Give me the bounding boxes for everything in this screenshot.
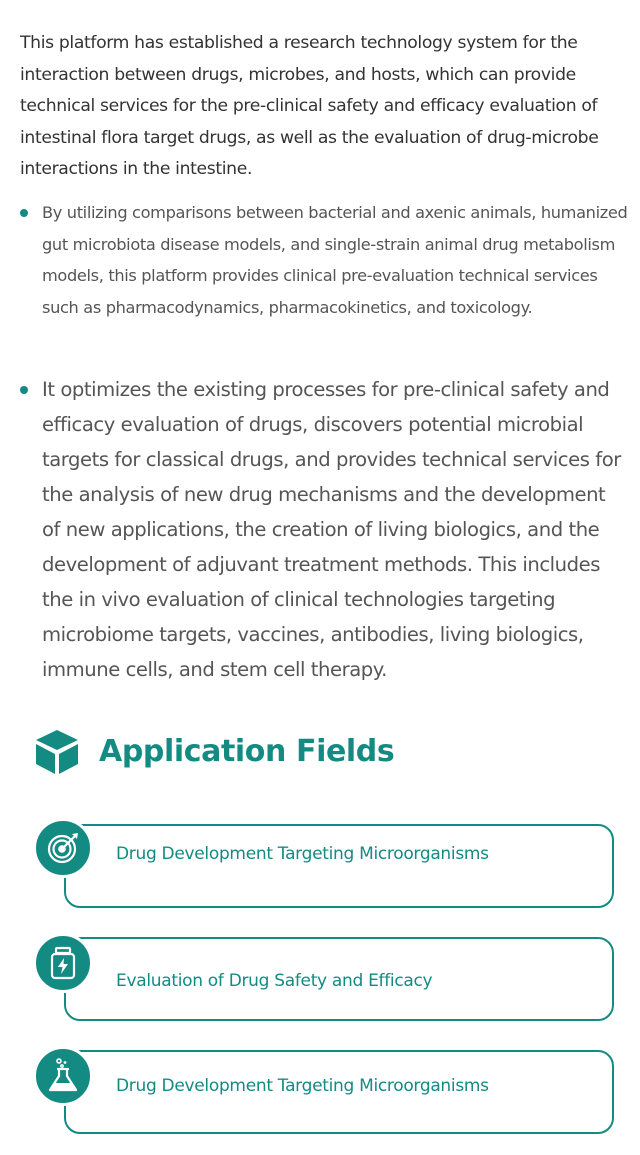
medicine-bottle-icon: [33, 933, 93, 993]
cube-icon: [33, 727, 81, 775]
bullet-text: By utilizing comparisons between bacterial and axenic animals, humanized gut microbiota disease models, and single-strain animal drug metabolism models, this platform provides clinical pre-evaluation technical services such as pharmacodynamics, pharmacokinetics, and toxicology.: [42, 203, 628, 317]
bullet-item: [20, 372, 628, 687]
bullet-dot: [20, 209, 28, 217]
application-card-label: Evaluation of Drug Safety and Efficacy: [116, 971, 433, 991]
application-card-label: Drug Development Targeting Microorganisms: [116, 1076, 489, 1096]
application-card-label: Drug Development Targeting Microorganisms: [116, 844, 489, 864]
target-icon: [33, 818, 93, 878]
application-card[interactable]: [64, 1050, 614, 1134]
section-title: Application Fields: [99, 733, 395, 769]
section-header: [33, 722, 394, 780]
bullet-item: [20, 197, 628, 323]
application-card[interactable]: [64, 937, 614, 1021]
bullet-text: It optimizes the existing processes for pre-clinical safety and efficacy evaluation of drugs, discovers potential microbial targets for classical drugs, and provides technical services for the analysis of new drug mechanisms and the development of new applications, the creation of living biologics, and the development of adjuvant treatment methods. This includes the in vivo evaluation of clinical technologies targeting microbiome targets, vaccines, antibodies, living biologics, immune cells, and stem cell therapy.: [42, 378, 621, 681]
bullet-dot: [20, 386, 28, 394]
flask-icon: [33, 1046, 93, 1106]
application-card[interactable]: [64, 824, 614, 908]
intro-paragraph: This platform has established a research technology system for the interaction between drugs, microbes, and hosts, which can provide technical services for the pre-clinical safety and efficacy evaluation of intestinal flora target drugs, as well as the evaluation of drug-microbe interactions in the intestine.: [20, 33, 599, 179]
